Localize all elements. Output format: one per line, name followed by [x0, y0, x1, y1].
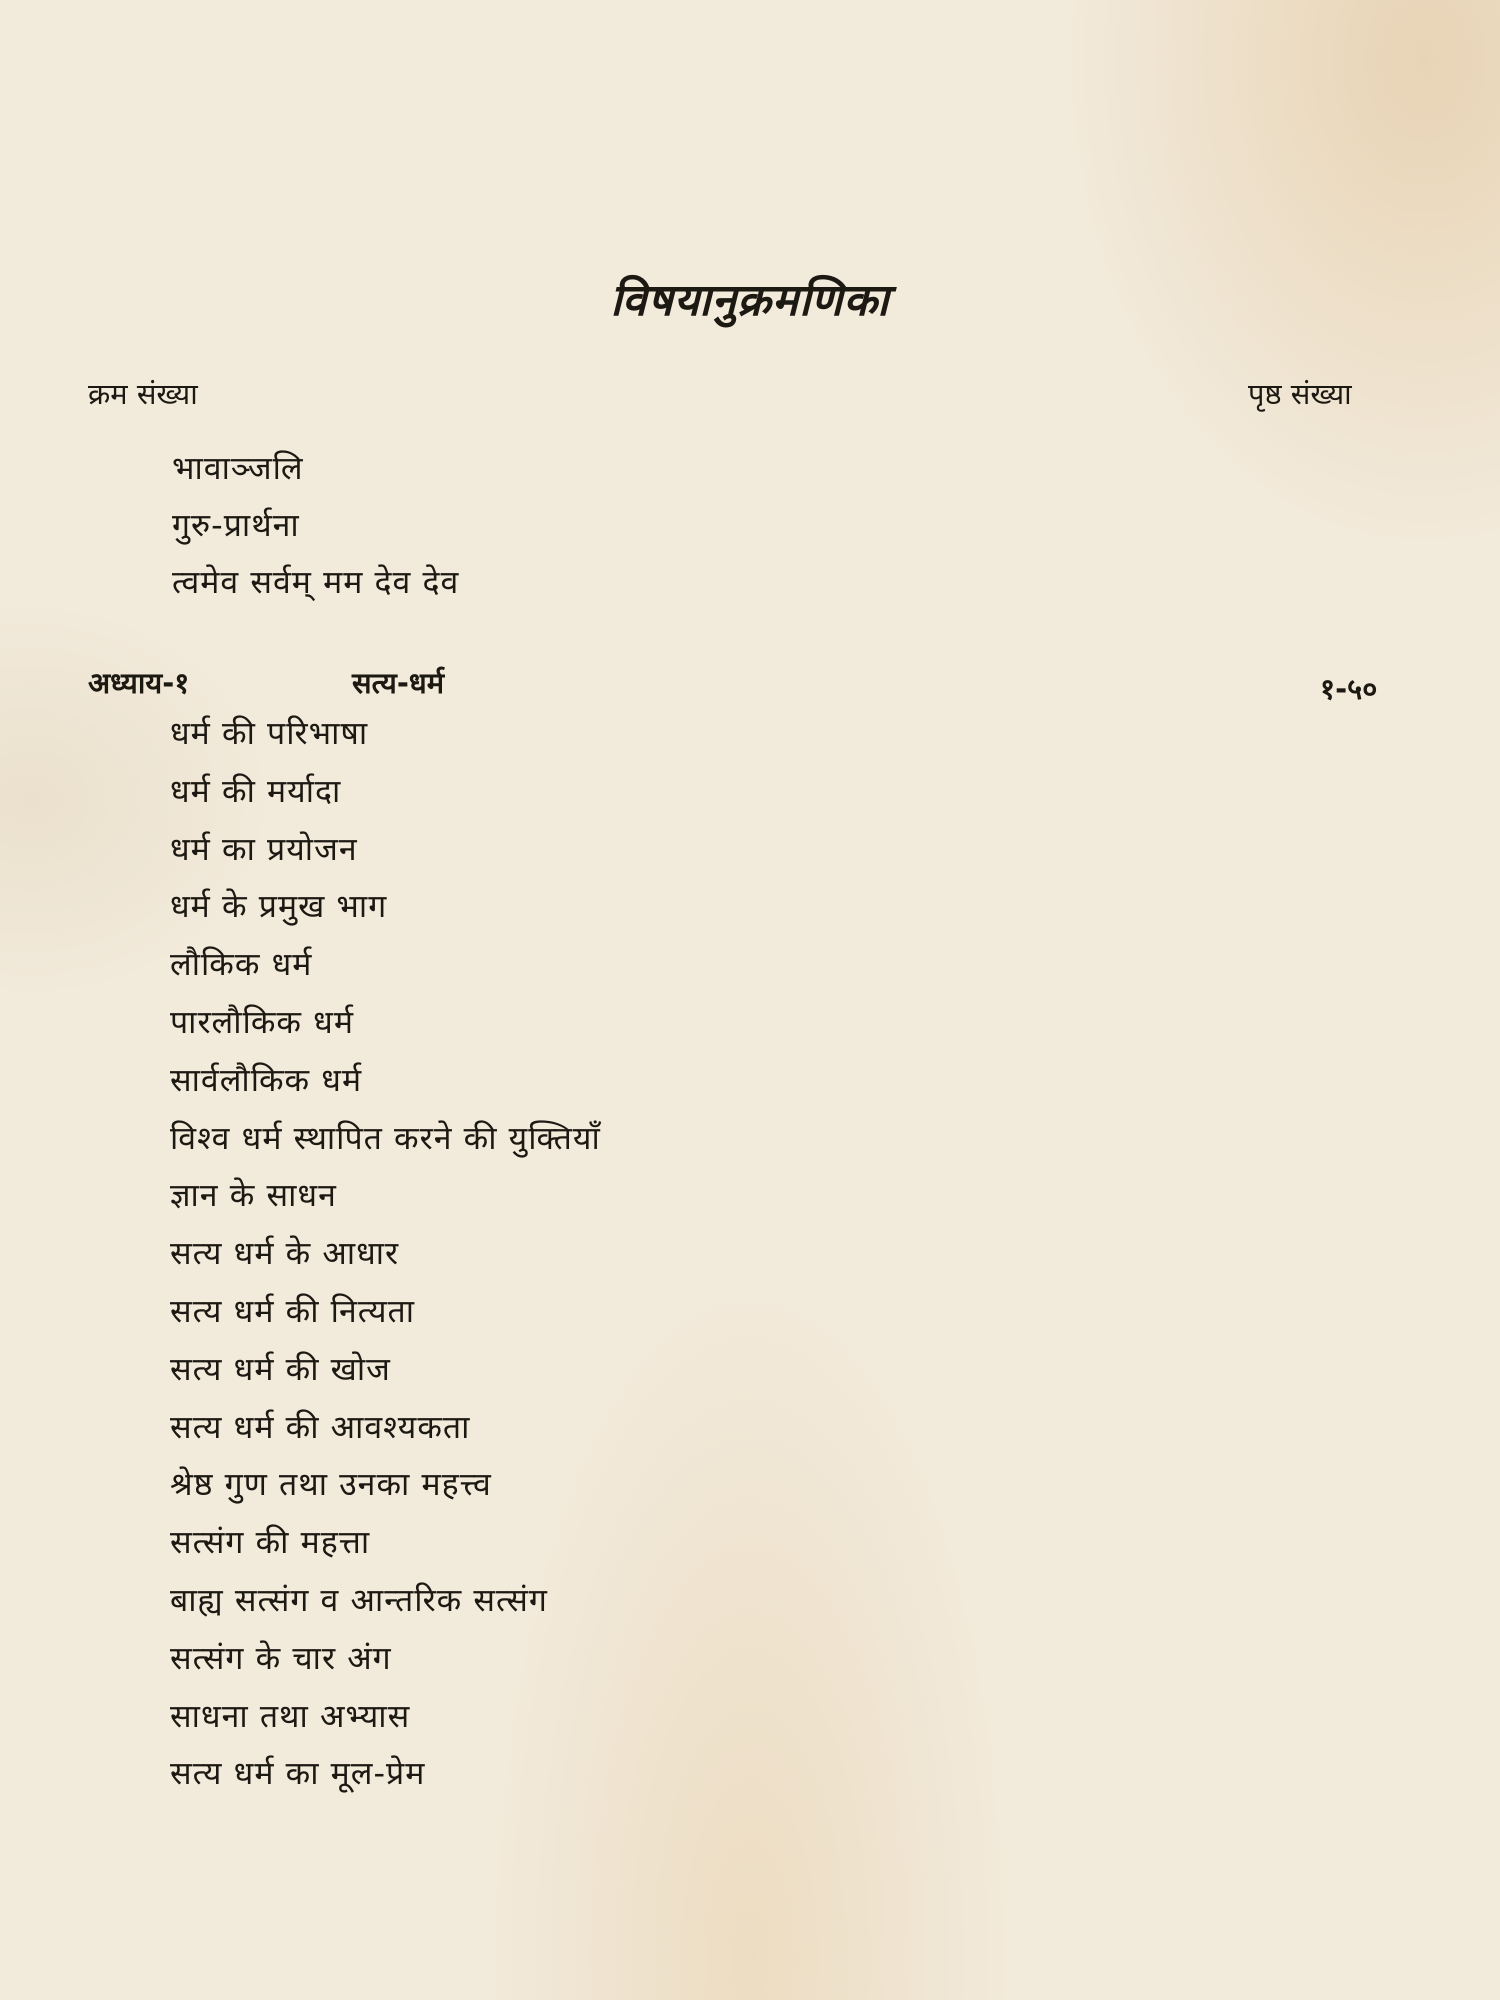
- chapter-name: सत्य-धर्म: [352, 666, 445, 700]
- topic-item: बाह्य सत्संग व आन्तरिक सत्संग: [170, 1580, 548, 1619]
- topic-item: पारलौकिक धर्म: [170, 1002, 354, 1041]
- topic-item: धर्म की मर्यादा: [170, 771, 342, 810]
- topic-item: लौकिक धर्म: [170, 945, 313, 984]
- topic-item: सत्संग की महत्ता: [170, 1523, 371, 1562]
- chapter-page-range: १-५०: [1320, 672, 1378, 706]
- preliminary-item: गुरु-प्रार्थना: [172, 506, 300, 544]
- topic-item: धर्म के प्रमुख भाग: [170, 887, 388, 926]
- topic-item: सत्य धर्म की खोज: [170, 1349, 391, 1388]
- topic-item: विश्व धर्म स्थापित करने की युक्तियाँ: [170, 1118, 601, 1157]
- page-title: विषयानुक्रमणिका: [610, 275, 890, 326]
- topic-item: सत्य धर्म की नित्यता: [170, 1291, 416, 1330]
- topic-item: सार्वलौकिक धर्म: [170, 1060, 363, 1099]
- topic-item: सत्संग के चार अंग: [170, 1638, 392, 1677]
- topic-list: [170, 705, 601, 1803]
- topic-item: धर्म का प्रयोजन: [170, 829, 358, 868]
- chapter-row: [0, 655, 1500, 705]
- topic-item: श्रेष्ठ गुण तथा उनका महत्त्व: [170, 1465, 492, 1504]
- preliminary-item: भावाञ्जलि: [172, 449, 304, 487]
- topic-item: सत्य धर्म का मूल-प्रेम: [170, 1754, 426, 1793]
- topic-item: धर्म की परिभाषा: [170, 714, 369, 752]
- preliminary-item: त्वमेव सर्वम् मम देव देव: [172, 563, 460, 601]
- topic-item: सत्य धर्म की आवश्यकता: [170, 1407, 471, 1446]
- preliminary-list: [172, 440, 459, 611]
- serial-number-header: क्रम संख्या: [88, 377, 198, 411]
- chapter-number: अध्याय-१: [88, 666, 190, 700]
- topic-item: ज्ञान के साधन: [170, 1176, 337, 1215]
- topic-item: सत्य धर्म के आधार: [170, 1234, 400, 1273]
- topic-item: साधना तथा अभ्यास: [170, 1696, 411, 1735]
- page-number-header: पृष्ठ संख्या: [1248, 377, 1352, 411]
